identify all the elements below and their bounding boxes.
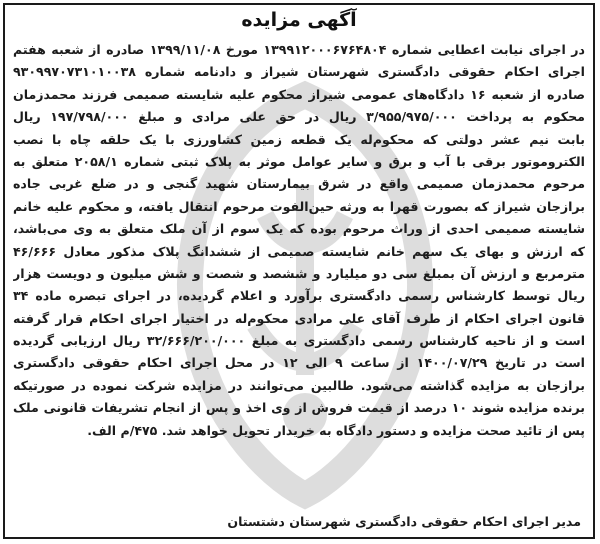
notice-line: برازجان به مزایده گذاشته می‌شود. طالبین می‌توانند در مزایده شرکت نموده در صورتیکه bbox=[13, 377, 585, 393]
notice-line: برنده مزایده شوند ۱۰ درصد از قیمت فروش از وی اخذ و پس از انجام تشریفات قانونی ملک bbox=[13, 400, 585, 416]
notice-line: اجرای احکام حقوقی دادگستری شهرستان شیراز و دادنامه شماره ۹۳۰۹۹۷۰۷۳۱۰۱۰۰۳۸ bbox=[13, 64, 585, 80]
auction-notice bbox=[3, 3, 595, 539]
notice-line: محکوم به پرداخت ۳/۹۵۵/۹۷۵/۰۰۰ ریال در حق علی مرادی و مبلغ ۱۹۷/۷۹۸/۰۰۰ ریال bbox=[13, 109, 585, 125]
notice-line: قانون اجرای احکام از طرف آقای علی مرادی محکوم‌له در اختیار اجرای احکام قرار گرفته bbox=[13, 310, 585, 326]
notice-line: مرحوم محمدزمان صمیمی واقع در شرق بیمارستان شهید گنجی و در ضلع غربی جاده bbox=[13, 176, 585, 192]
notice-line: پس از تائید صحت مزایده و دستور دادگاه به خریدار تحویل خواهد شد. ۴۷۵/م الف. bbox=[87, 422, 585, 438]
notice-line: صادره از شعبه ۱۶ دادگاه‌های عمومی شیراز محکوم علیه شایسته صمیمی فرزند محمدزمان bbox=[13, 86, 585, 102]
notice-line: ریال توسط کارشناس رسمی دادگستری برآورد و اعلام گردیده، در اجرای تبصره ماده ۳۴ bbox=[13, 288, 585, 304]
notice-line: الکتروموتور برقی با آب و برق و سایر عوامل موثر به پلاک ثبتی شماره ۲۰۵۸/۱ متعلق به bbox=[13, 153, 585, 169]
notice-line: است و از ناحیه کارشناس رسمی دادگستری به مبلغ ۳۲/۶۶۶/۲۰۰/۰۰۰ ریال ارزیابی گردیده bbox=[13, 333, 585, 349]
notice-line: شایسته صمیمی احدی از وراث مرحوم بوده که یک سوم از آن ملک متعلق به وی می‌باشد، bbox=[13, 221, 585, 237]
notice-line: است در تاریخ ۱۴۰۰/۰۷/۲۹ از ساعت ۹ الی ۱۲ در محل اجرای احکام حقوقی دادگستری bbox=[13, 355, 585, 371]
notice-line: برازجان شیراز که بصورت قهرا به ورثه حین‌الفوت مرحوم انتقال یافته، و محکوم علیه خانم bbox=[13, 198, 585, 214]
notice-title: آگهی مزایده bbox=[241, 9, 357, 31]
notice-line: که ارزش و بهای یک سهم خانم شایسته صمیمی از ششدانگ پلاک مذکور معادل ۴۶/۶۶۶ bbox=[13, 243, 585, 259]
notice-line: در اجرای نیابت اعطایی شماره ۱۳۹۹۱۲۰۰۰۶۷۶۴۸۰۴ مورخ ۱۳۹۹/۱۱/۰۸ صادره از شعبه هفتم bbox=[13, 42, 585, 57]
notice-signature: مدیر اجرای احکام حقوقی دادگستری شهرستان دشتستان bbox=[227, 514, 581, 529]
notice-line: بابت نیم عشر دولتی که محکوم‌له یک قطعه زمین کشاورزی با یک حلقه چاه با نصب bbox=[13, 131, 585, 147]
notice-body bbox=[13, 39, 585, 442]
notice-line: مترمربع و ارزش آن بمبلغ سی دو میلیارد و ششصد و شصت و شش میلیون و دویست هزار bbox=[13, 265, 585, 281]
